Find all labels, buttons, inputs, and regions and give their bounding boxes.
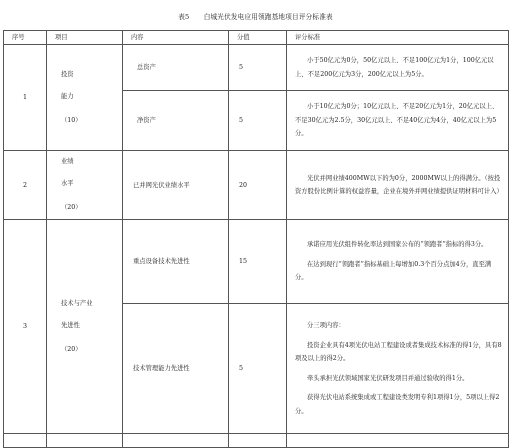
row-score: 5 (229, 91, 287, 151)
header-content: 内容 (123, 31, 229, 45)
row-content: 已并网光伏业绩水平 (123, 151, 229, 220)
row-item: 业绩 水平 （20） (47, 151, 123, 220)
row-index: 3 (4, 220, 47, 434)
row-content: 重点设备技术先进性 (123, 220, 229, 304)
table-caption (0, 11, 511, 21)
row-score: 15 (229, 220, 287, 304)
header-index: 序号 (4, 31, 47, 45)
row-index: 1 (4, 45, 47, 151)
header-score: 分值 (229, 31, 287, 45)
table-number: 表5 (178, 13, 190, 21)
table-row-continued (4, 434, 509, 448)
row-content: 技术管理能力先进性 (123, 304, 229, 434)
table-row (4, 220, 509, 304)
row-content: 总资产 (123, 45, 229, 91)
table-row (4, 45, 509, 91)
row-score: 20 (229, 151, 287, 220)
row-item: 投资 能力 （10） (47, 45, 123, 151)
scoring-table (3, 30, 509, 448)
table-row (4, 151, 509, 220)
header-row (4, 31, 509, 45)
row-criteria: 分三项内容： 投资企业具有4项光伏电站工程建设或者集成技术标准的得1分，具有8项及以上的得2分。 牵头承担光伏领域国家光伏研发项目并通过验收的得1分。 获得光伏电站系统集成或工程建设类发明专利1项得1分，5项以上得2分。 (287, 304, 509, 434)
row-item: 技术与产业 先进性 （20） (47, 220, 123, 434)
row-criteria: 小于50亿元为0分，50亿元以上、不足100亿元为1分，100亿元以上、不足200亿元为3分，200亿元以上为5分。 (287, 45, 509, 91)
row-criteria: 光伏并网业绩400MW以下的为0分，2000MW以上的得满分。（按投资方股份比例计算的权益容量，企业在境外并网业绩提供证明材料可计入） (287, 151, 509, 220)
header-criteria: 评分标准 (287, 31, 509, 45)
row-index: 2 (4, 151, 47, 220)
row-score: 5 (229, 304, 287, 434)
row-criteria: 承诺应用光伏组件转化率达到国家公布的“领跑者”指标的得3分。 在达到现行“领跑者”指标基础上每增加0.3个百分点加4分，直至满分。 (287, 220, 509, 304)
row-content: 净资产 (123, 91, 229, 151)
row-score: 5 (229, 45, 287, 91)
table-title: 白城光伏发电应用领跑基地项目评分标准表 (203, 13, 333, 21)
header-item: 项目 (47, 31, 123, 45)
row-criteria: 小于10亿元为0分；10亿元以上、不足20亿元为1分，20亿元以上、不足30亿元为2.5分，30亿元以上、不足40亿元为4分，40亿元以上为5分。 (287, 91, 509, 151)
